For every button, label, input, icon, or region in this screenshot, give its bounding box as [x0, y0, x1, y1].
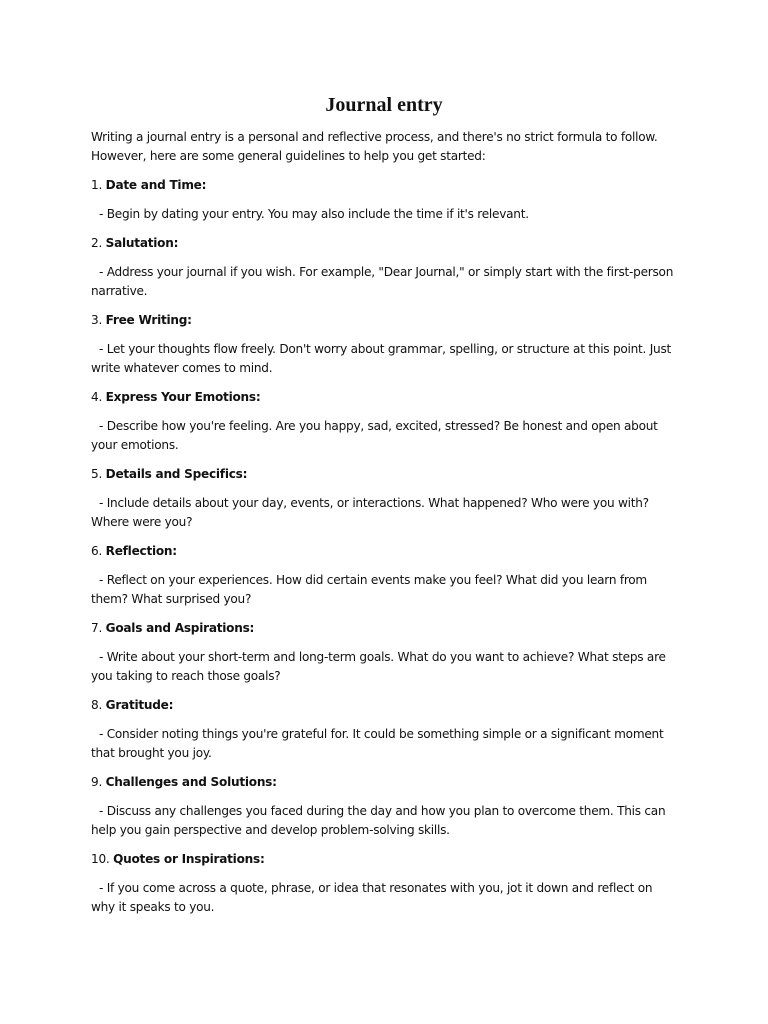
- item-number: 7.: [91, 621, 103, 635]
- intro-paragraph: Writing a journal entry is a personal and reflective process, and there's no strict formula to follow. However, here are some general guidelines to help you get started:: [91, 130, 658, 163]
- item-heading-text: Express Your Emotions:: [105, 390, 261, 404]
- item-heading: [91, 542, 679, 561]
- item-body: - Begin by dating your entry. You may also include the time if it's relevant.: [99, 207, 529, 221]
- item-heading-text: Details and Specifics:: [105, 467, 248, 481]
- item-number: 2.: [91, 236, 103, 250]
- item-heading: [91, 311, 679, 330]
- item-number: 3.: [91, 313, 103, 327]
- item-heading: [91, 465, 679, 484]
- item-heading: [91, 388, 679, 407]
- item-body: - Discuss any challenges you faced during the day and how you plan to overcome them. This can help you gain perspective and develop problem-solving skills.: [91, 804, 666, 837]
- item-number: 8.: [91, 698, 103, 712]
- item-body: - Include details about your day, events, or interactions. What happened? Who were you with? Where were you?: [91, 496, 649, 529]
- item-heading-text: Free Writing:: [105, 313, 192, 327]
- item-heading: [91, 696, 679, 715]
- item-heading-text: Reflection:: [105, 544, 177, 558]
- item-body: - Describe how you're feeling. Are you happy, sad, excited, stressed? Be honest and open about your emotions.: [91, 419, 658, 452]
- item-body: - If you come across a quote, phrase, or idea that resonates with you, jot it down and reflect on why it speaks to you.: [91, 881, 653, 914]
- item-heading-text: Quotes or Inspirations:: [113, 852, 265, 866]
- item-number: 5.: [91, 467, 103, 481]
- item-body: - Consider noting things you're grateful for. It could be something simple or a significant moment that brought you joy.: [91, 727, 664, 760]
- item-number: 4.: [91, 390, 103, 404]
- item-number: 10.: [91, 852, 110, 866]
- item-heading: [91, 773, 679, 792]
- item-heading: [91, 619, 679, 638]
- item-heading-text: Salutation:: [105, 236, 179, 250]
- item-heading-text: Date and Time:: [105, 178, 207, 192]
- item-body: - Reflect on your experiences. How did certain events make you feel? What did you learn from them? What surprised you?: [91, 573, 647, 606]
- page-title: Journal entry: [325, 94, 443, 116]
- item-heading-text: Goals and Aspirations:: [105, 621, 255, 635]
- item-heading-text: Gratitude:: [105, 698, 174, 712]
- item-heading-text: Challenges and Solutions:: [105, 775, 277, 789]
- item-number: 6.: [91, 544, 103, 558]
- item-heading: [91, 234, 679, 253]
- item-body: - Let your thoughts flow freely. Don't worry about grammar, spelling, or structure at this point. Just write whatever comes to mind.: [91, 342, 671, 375]
- item-body: - Write about your short-term and long-term goals. What do you want to achieve? What steps are you taking to reach those goals?: [91, 650, 666, 683]
- item-number: 1.: [91, 178, 103, 192]
- item-number: 9.: [91, 775, 103, 789]
- document-content: [91, 128, 679, 927]
- item-heading: [91, 850, 679, 869]
- item-body: - Address your journal if you wish. For example, "Dear Journal," or simply start with the first-person narrative.: [91, 265, 674, 298]
- item-heading: [91, 176, 679, 195]
